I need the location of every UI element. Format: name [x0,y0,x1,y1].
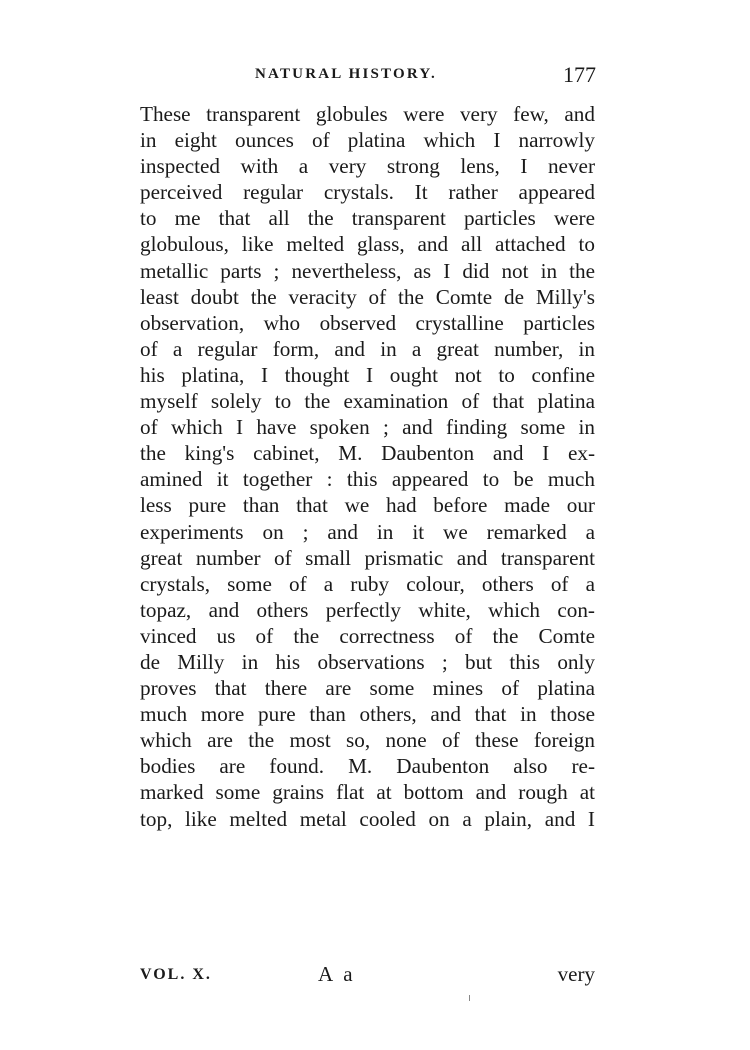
page-footer [140,962,595,992]
text-line-3: inspected with a very strong lens, I never [140,154,595,179]
running-title: NATURAL HISTORY. [255,66,437,82]
text-line-25: which are the most so, none of these foreign [140,728,595,753]
text-line-12: myself solely to the examination of that platina [140,389,595,414]
text-line-16: less pure than that we had before made our [140,493,595,518]
text-line-23: proves that there are some mines of platina [140,676,595,701]
text-line-19: crystals, some of a ruby colour, others of a [140,571,595,596]
text-line-1: These transparent globules were very few, and [140,102,595,126]
text-line-17: experiments on ; and in it we remarked a [140,519,595,544]
print-speck [469,995,470,1001]
catchword: very [557,962,595,986]
text-line-22: de Milly in his observations ; but this only [140,649,595,674]
text-line-4: perceived regular crystals. It rather appeared [140,180,595,205]
signature-mark: A a [318,962,356,986]
text-line-8: least doubt the veracity of the Comte de Milly's [140,284,595,309]
text-line-24: much more pure than others, and that in those [140,702,595,727]
text-line-10: of a regular form, and in a great number, in [140,336,595,361]
text-line-11: his platina, I thought I ought not to confine [140,362,595,387]
text-line-13: of which I have spoken ; and finding some in [140,415,595,440]
text-line-27: marked some grains flat at bottom and rough at [140,780,595,805]
text-line-28: top, like melted metal cooled on a plain, and I [140,806,595,831]
text-line-2: in eight ounces of platina which I narrowly [140,128,595,153]
text-line-7: metallic parts ; nevertheless, as I did not in the [140,258,595,283]
text-line-15: amined it together : this appeared to be much [140,467,595,492]
text-line-21: vinced us of the correctness of the Comte [140,623,595,648]
text-line-18: great number of small prismatic and transparent [140,545,595,570]
body-text [140,101,595,832]
text-line-26: bodies are found. M. Daubenton also re- [140,754,595,779]
volume-signature: VOL. X. [140,966,212,983]
text-line-14: the king's cabinet, M. Daubenton and I ex- [140,441,595,466]
running-head [255,62,600,92]
text-line-9: observation, who observed crystalline particles [140,310,595,335]
text-line-5: to me that all the transparent particles were [140,206,595,231]
page-number: 177 [563,62,596,87]
text-line-20: topaz, and others perfectly white, which con- [140,597,595,622]
text-line-6: globulous, like melted glass, and all attached to [140,232,595,257]
